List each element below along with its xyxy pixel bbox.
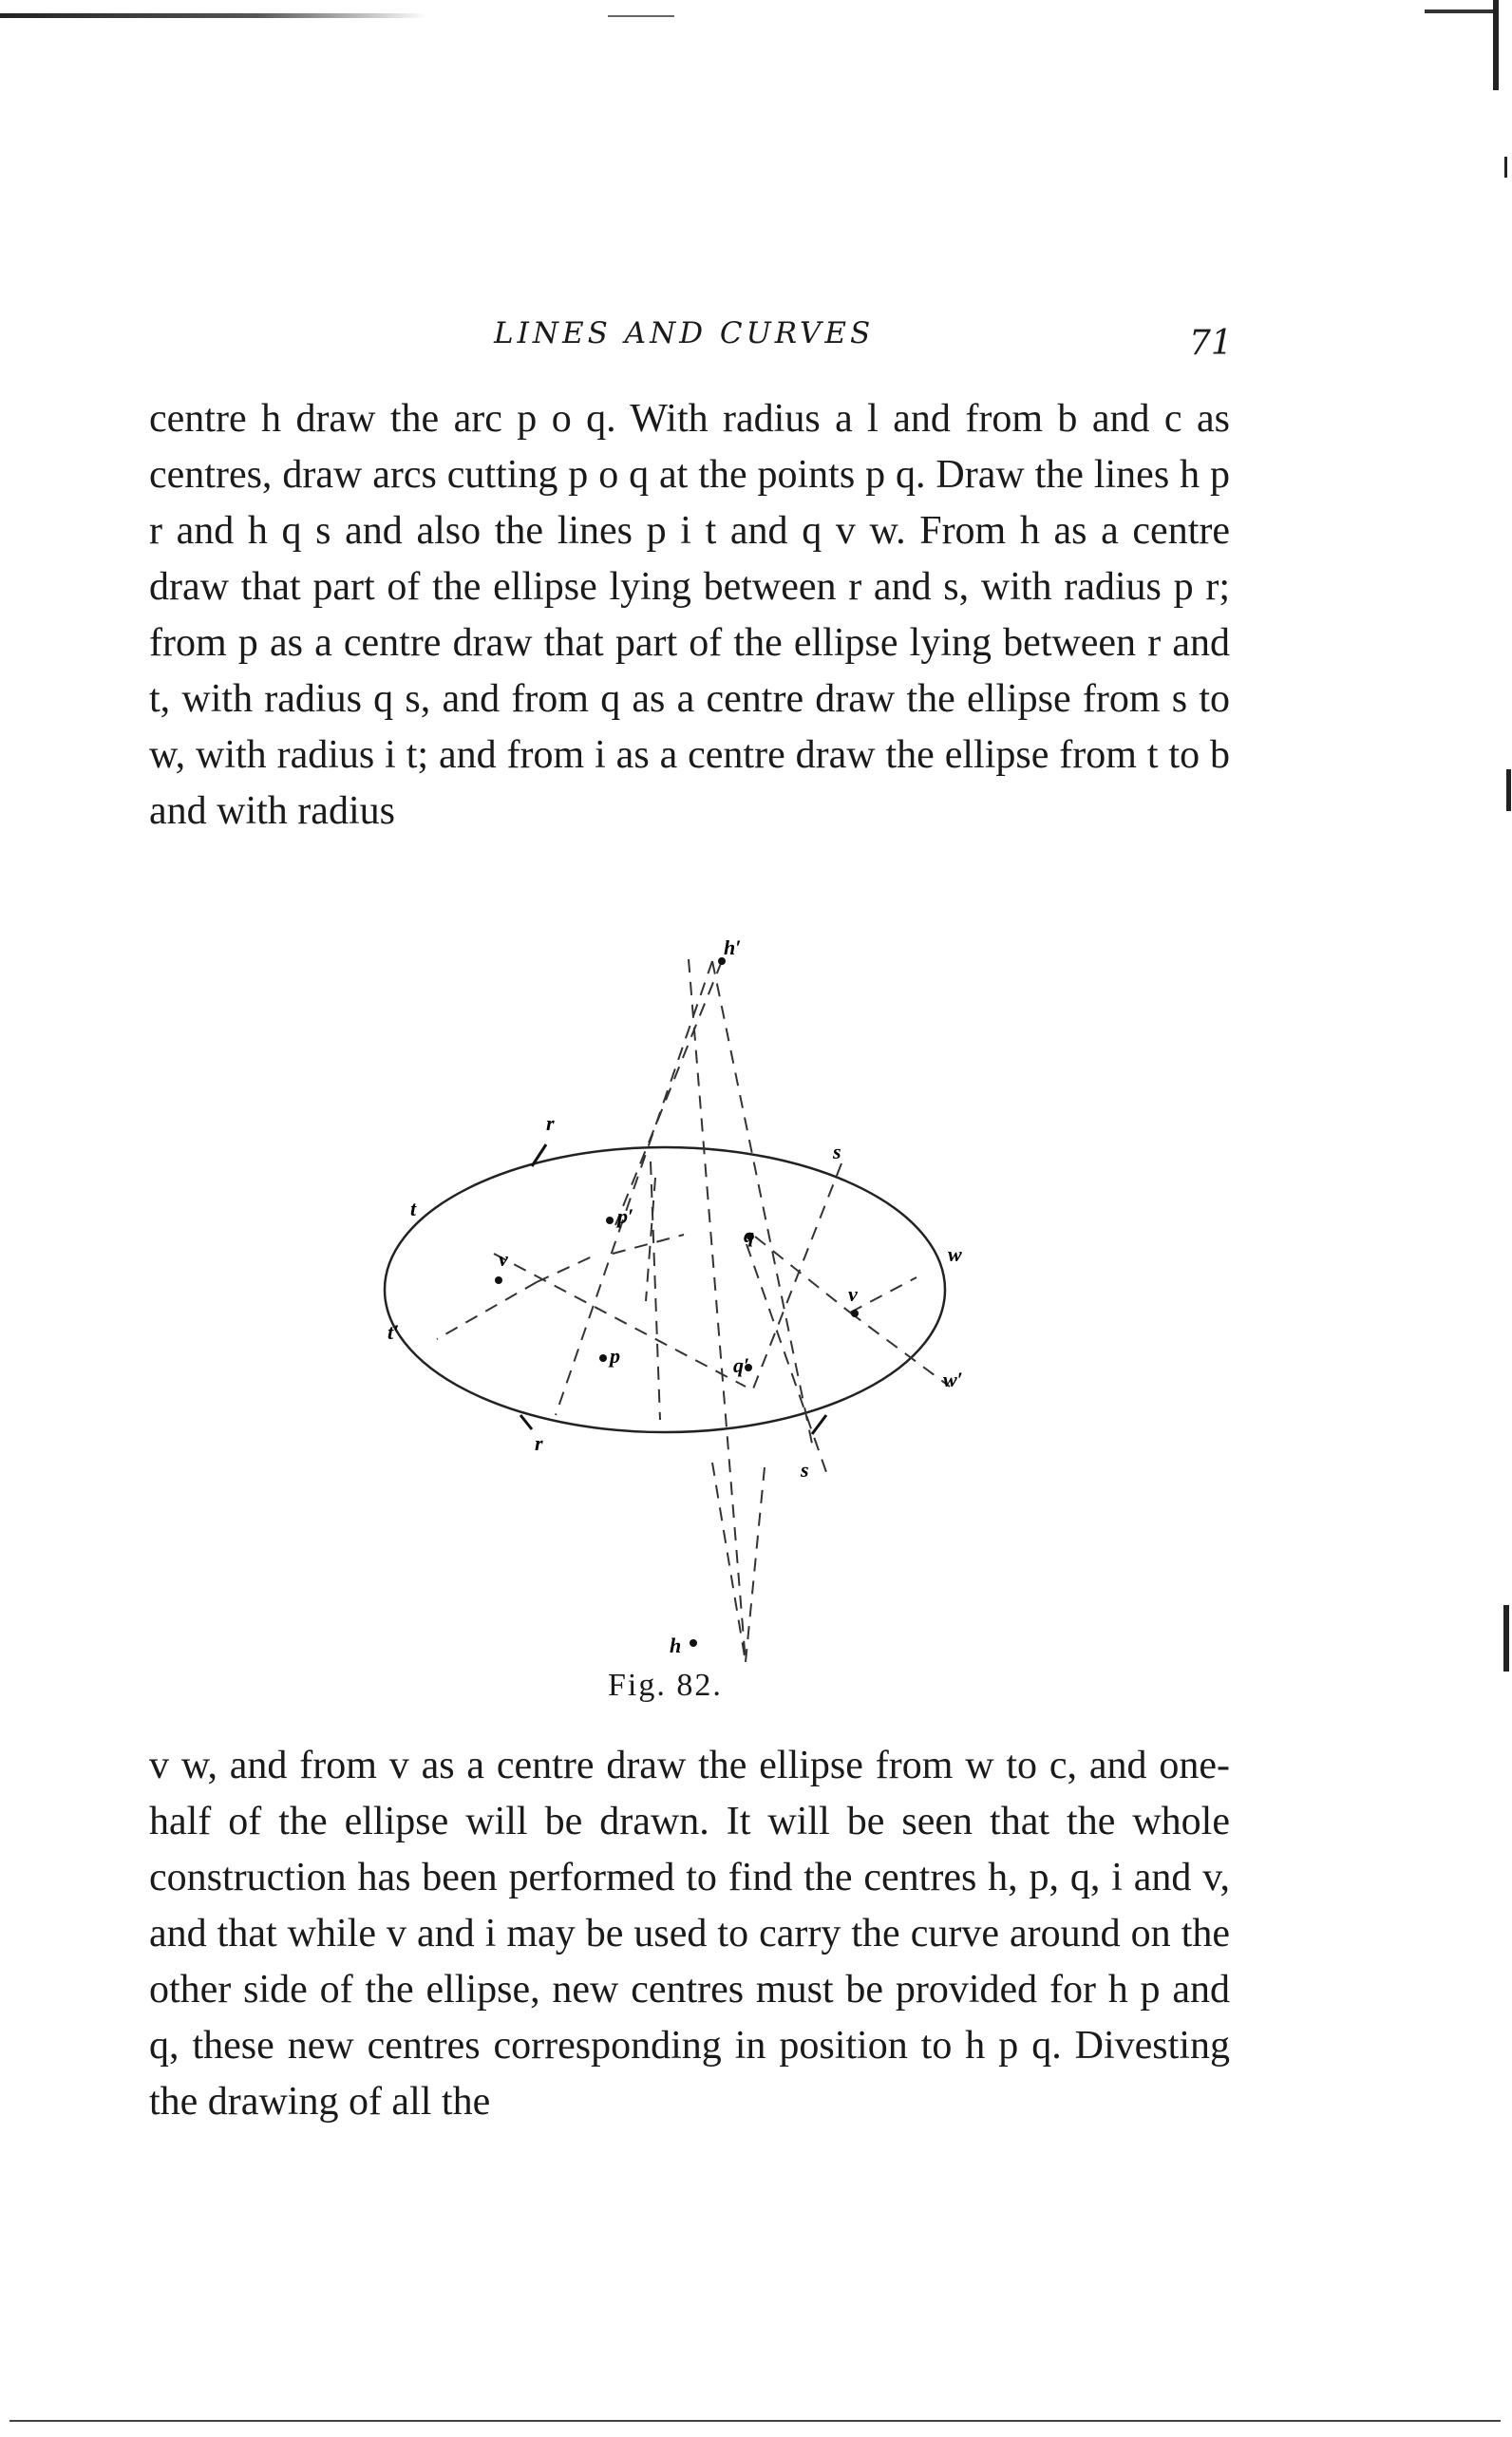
label-w-prime: w′ bbox=[943, 1368, 963, 1391]
scan-mark bbox=[1506, 769, 1511, 811]
point-v-right bbox=[851, 1310, 859, 1317]
running-title: LINES AND CURVES bbox=[494, 316, 875, 350]
scan-mark bbox=[1503, 1605, 1509, 1672]
page-header bbox=[0, 316, 1512, 363]
line-h-prime-to-p-prime bbox=[615, 961, 722, 1225]
body-paragraph-top: centre h draw the arc p o q. With radius a l and from b and c as centres, draw arcs cutting p o q at the points p q. Draw the lines h p r and h q s and also the lines p i t and q v w. From h as a centre draw that part of the ellipse lying between r and s, with radius p r; from p as a centre draw that part of the ellipse lying between r and t, with radius q s, and from q as a centre draw the ellipse from s to w, with radius i t; and from i as a centre draw the ellipse from t to b and with radius bbox=[149, 397, 1230, 833]
line-q-to-v bbox=[755, 1237, 850, 1313]
ellipse-curve bbox=[385, 1147, 945, 1432]
label-t-top: t bbox=[410, 1197, 417, 1220]
point-h bbox=[690, 1639, 697, 1647]
line-s-to-q-prime bbox=[750, 1163, 841, 1396]
line-h-axis-left bbox=[689, 959, 746, 1662]
line-v-to-p-prime bbox=[613, 1235, 684, 1254]
label-p: p bbox=[610, 1344, 620, 1368]
page-number: 71 bbox=[1189, 324, 1233, 363]
label-v-right: v bbox=[848, 1282, 858, 1306]
line-lower-right bbox=[746, 1467, 765, 1662]
scan-edge-right bbox=[1493, 0, 1499, 90]
scan-edge-bottom bbox=[9, 2420, 1501, 2422]
arc-tick-r-bottom bbox=[520, 1415, 532, 1429]
label-q: q bbox=[744, 1223, 754, 1247]
figure-82 bbox=[380, 940, 1007, 1662]
label-v-left: v bbox=[499, 1247, 508, 1271]
point-p bbox=[599, 1354, 607, 1362]
point-p-prime bbox=[606, 1217, 614, 1224]
line-t-to-v bbox=[537, 1254, 598, 1282]
scan-edge-top bbox=[0, 13, 427, 18]
label-s-top: s bbox=[833, 1140, 841, 1163]
line-lower-left bbox=[712, 1463, 746, 1662]
label-h-prime: h′ bbox=[724, 940, 742, 959]
label-q-prime: q′ bbox=[733, 1353, 750, 1377]
label-r-bottom: r bbox=[535, 1431, 543, 1455]
label-r-top: r bbox=[546, 1111, 555, 1135]
arc-tick-s-bottom bbox=[812, 1415, 826, 1434]
line-v-to-t-prime bbox=[437, 1282, 537, 1339]
point-v-left bbox=[495, 1276, 502, 1284]
label-s-bottom: s bbox=[801, 1458, 809, 1482]
line-h-prime-to-s bbox=[712, 961, 812, 1444]
scan-edge-mark bbox=[608, 15, 674, 17]
scan-mark bbox=[1504, 157, 1507, 178]
line-v-to-w bbox=[850, 1277, 917, 1313]
scan-edge-top-right bbox=[1425, 9, 1496, 13]
label-w: w bbox=[948, 1242, 962, 1266]
line-v-to-w-prime bbox=[850, 1313, 950, 1387]
label-h: h bbox=[670, 1634, 682, 1657]
figure-caption: Fig. 82. bbox=[608, 1668, 723, 1703]
label-t-bottom: t′ bbox=[387, 1320, 400, 1344]
line-h-prime-to-r bbox=[556, 961, 712, 1415]
ellipse-construction-diagram bbox=[380, 940, 1007, 1662]
label-p-prime: p′ bbox=[617, 1204, 634, 1228]
line-r-to-r bbox=[651, 1162, 660, 1420]
line-q-to-s bbox=[747, 1244, 826, 1472]
body-paragraph-bottom: v w, and from v as a centre draw the ellipse from w to c, and one-half of the ellipse will be drawn. It will be seen that the whole construction has been performed to find the centres h, p, q, i and v, and that while v and i may be used to carry the curve around on the other side of the ellipse, new centres must be provided for h p and q, these new centres corresponding in position to h p q. Divesting the drawing of all the bbox=[149, 1744, 1230, 2124]
